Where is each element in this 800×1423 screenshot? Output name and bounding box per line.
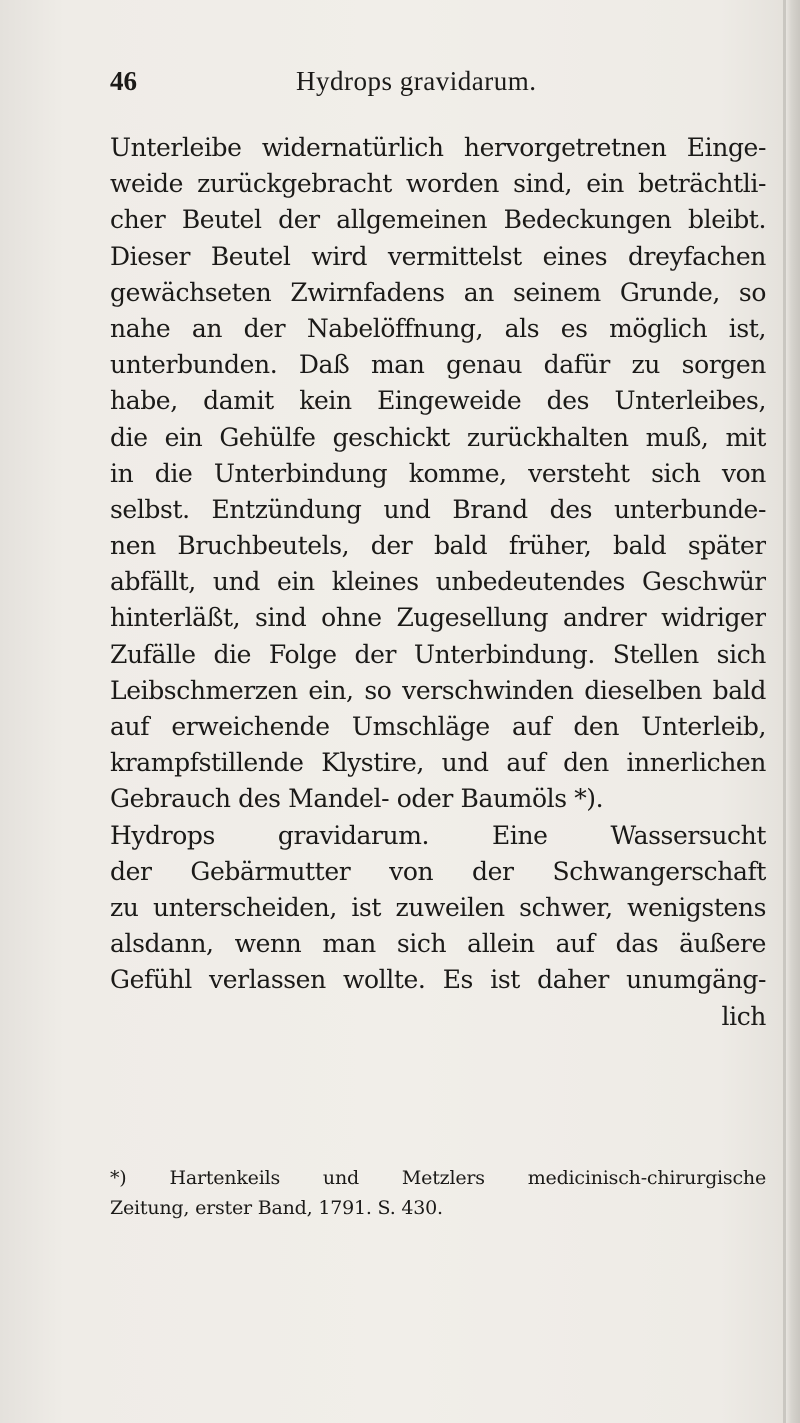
body-text [110, 130, 766, 1035]
text-line: alsdann, wenn man sich allein auf das äußere [110, 929, 766, 959]
text-line: Gefühl verlassen wollte. Es ist daher unumgäng- [110, 965, 766, 995]
footnote-line: Zeitung, erster Band, 1791. S. 430. [110, 1197, 443, 1219]
text-line: cher Beutel der allgemeinen Bedeckungen bleibt. [110, 205, 766, 235]
text-line: Unterleibe widernatürlich hervorgetretnen Einge- [110, 133, 766, 162]
text-line: Gebrauch des Mandel- oder Baumöls *). [110, 784, 604, 814]
text-line: unterbunden. Daß man genau dafür zu sorgen [110, 350, 766, 380]
text-line: gewächseten Zwirnfadens an seinem Grunde, so [110, 277, 766, 307]
catchword-line: lich [721, 1001, 766, 1031]
text-line: nahe an der Nabelöffnung, als es möglich ist, [110, 313, 766, 343]
text-line: Leibschmerzen ein, so verschwinden dieselben bald [110, 675, 766, 705]
text-line: der Gebärmutter von der Schwangerschaft [110, 856, 766, 886]
text-line: auf erweichende Umschläge auf den Unterleib, [110, 712, 766, 741]
page-edge [786, 0, 800, 1423]
text-line: Dieser Beutel wird vermittelst eines dreyfachen [110, 241, 766, 271]
section-heading-line: Hydrops gravidarum. Eine Wassersucht [110, 820, 766, 850]
text-line: selbst. Entzündung und Brand des unterbunde- [110, 494, 766, 524]
page-number: 46 [110, 66, 137, 96]
text-line: weide zurückgebracht worden sind, ein beträchtli- [110, 169, 766, 199]
text-line: krampfstillende Klystire, und auf den innerlichen [110, 748, 766, 778]
page-header [110, 66, 760, 106]
running-title: Hydrops gravidarum. [296, 66, 537, 96]
footnote-line: *) Hartenkeils und Metzlers medicinisch-chirurgische [110, 1167, 766, 1189]
text-line: hinterläßt, sind ohne Zugesellung andrer widriger [110, 603, 766, 633]
text-line: die ein Gehülfe geschickt zurückhalten muß, mit [110, 422, 766, 452]
text-line: in die Unterbindung komme, versteht sich von [110, 458, 766, 488]
text-line: nen Bruchbeutels, der bald früher, bald später [110, 531, 766, 561]
text-line: Zufälle die Folge der Unterbindung. Stellen sich [110, 639, 766, 669]
text-line: zu unterscheiden, ist zuweilen schwer, wenigstens [110, 892, 766, 922]
text-line: abfällt, und ein kleines unbedeutendes Geschwür [110, 567, 766, 597]
text-line: habe, damit kein Eingeweide des Unterleibes, [110, 386, 766, 416]
footnote [110, 1163, 766, 1223]
